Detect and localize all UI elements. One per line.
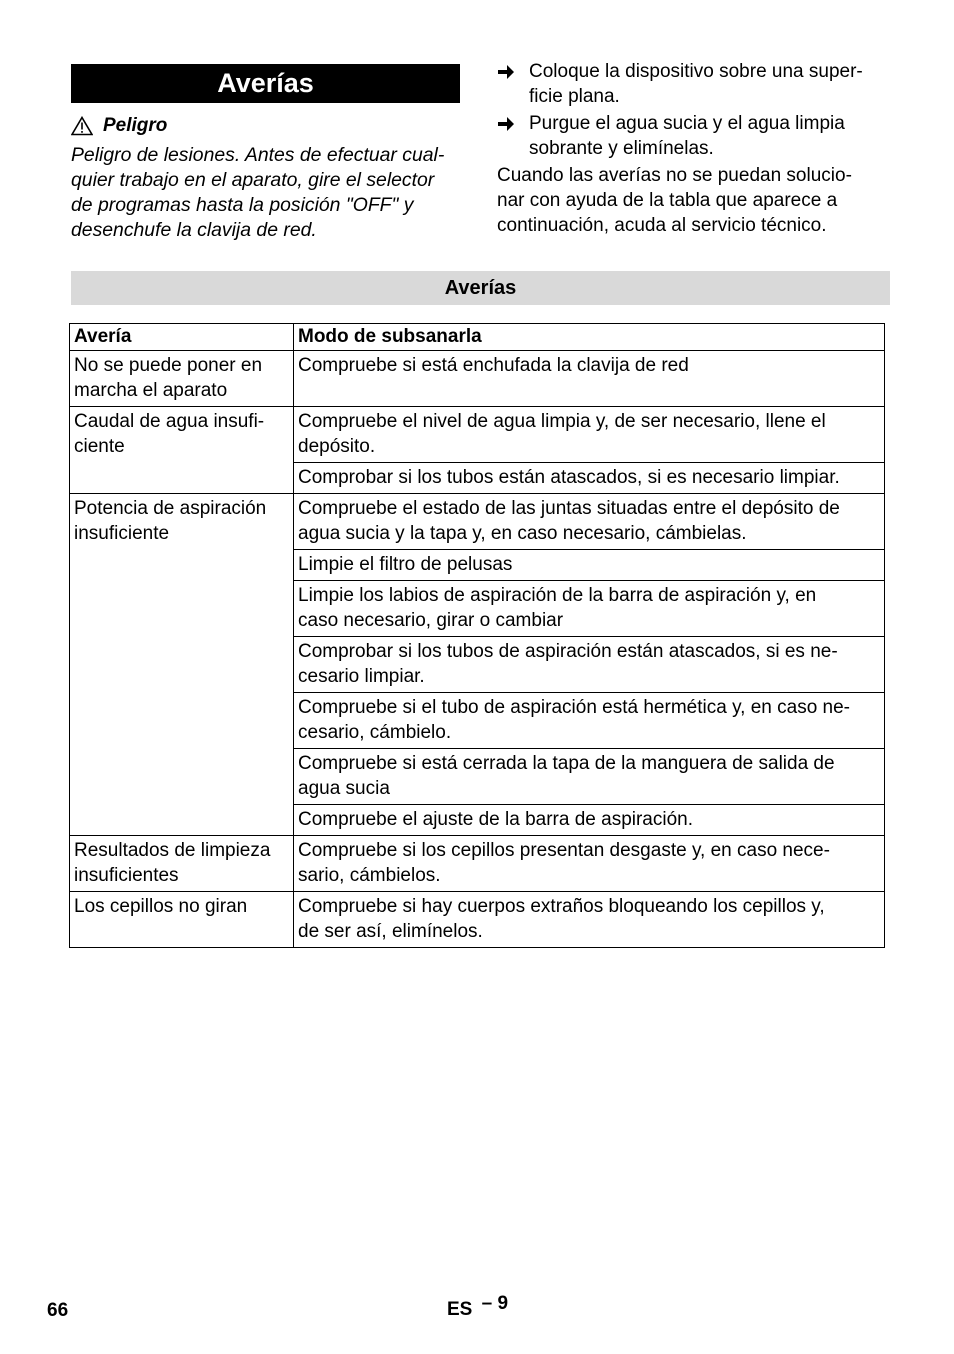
table-section-title: Averías xyxy=(71,271,890,305)
warning-heading xyxy=(71,113,167,138)
warning-label: Peligro xyxy=(103,115,168,136)
remedy-cell: Compruebe si está cerrada la tapa de la manguera de salida de agua sucia xyxy=(294,749,885,805)
table-row xyxy=(70,494,885,550)
fault-cell: Caudal de agua insufi- ciente xyxy=(70,407,294,494)
remedy-cell: Compruebe el estado de las juntas situadas entre el depósito de agua sucia y la tapa y, en caso necesario, cámbielas. xyxy=(294,494,885,550)
remedy-cell: Compruebe el nivel de agua limpia y, de ser necesario, llene el depósito. xyxy=(294,407,885,463)
remedy-cell: Limpie el filtro de pelusas xyxy=(294,550,885,581)
fault-cell: Potencia de aspiración insuficiente xyxy=(70,494,294,836)
remedy-cell: Compruebe el ajuste de la barra de aspiración. xyxy=(294,805,885,836)
bullet-item: Coloque la dispositivo sobre una super- ficie plana. xyxy=(497,59,892,109)
header-remedy: Modo de subsanarla xyxy=(294,324,885,351)
warning-triangle-icon xyxy=(71,116,93,136)
fault-cell: Resultados de limpieza insuficientes xyxy=(70,836,294,892)
table-row xyxy=(70,892,885,948)
fault-table xyxy=(69,323,885,948)
section-page-marker: ES – 9 xyxy=(447,1293,509,1320)
bullet-item: Purgue el agua sucia y el agua limpia sobrante y elimínelas. xyxy=(497,111,892,161)
header-fault: Avería xyxy=(70,324,294,351)
page-title: Averías xyxy=(71,64,460,103)
arrow-right-icon xyxy=(497,111,529,161)
remedy-cell: Limpie los labios de aspiración de la barra de aspiración y, en caso necesario, girar o cambiar xyxy=(294,581,885,637)
table-row xyxy=(70,836,885,892)
page-number: 66 xyxy=(47,1300,69,1321)
fault-cell: Los cepillos no giran xyxy=(70,892,294,948)
table-header-row xyxy=(70,324,885,351)
remedy-cell: Compruebe si está enchufada la clavija de red xyxy=(294,351,885,407)
fault-cell: No se puede poner en marcha el aparato xyxy=(70,351,294,407)
service-paragraph: Cuando las averías no se puedan solucio- nar con ayuda de la tabla que aparece a continuación, acuda al servicio técnico. xyxy=(497,165,852,236)
remedy-cell: Comprobar si los tubos de aspiración están atascados, si es ne- cesario limpiar. xyxy=(294,637,885,693)
remedy-cell: Compruebe si el tubo de aspiración está hermética y, en caso ne- cesario, cámbielo. xyxy=(294,693,885,749)
remedy-cell: Compruebe si hay cuerpos extraños bloqueando los cepillos y, de ser así, elimínelos. xyxy=(294,892,885,948)
arrow-right-icon xyxy=(497,59,529,109)
warning-text: Peligro de lesiones. Antes de efectuar cual- quier trabajo en el aparato, gire el selector de programas hasta la posición "OFF" y desenchufe la clavija de red. xyxy=(71,144,445,241)
remedy-cell: Comprobar si los tubos están atascados, si es necesario limpiar. xyxy=(294,463,885,494)
table-row xyxy=(70,407,885,463)
remedy-cell: Compruebe si los cepillos presentan desgaste y, en caso nece- sario, cámbielos. xyxy=(294,836,885,892)
table-row xyxy=(70,351,885,407)
